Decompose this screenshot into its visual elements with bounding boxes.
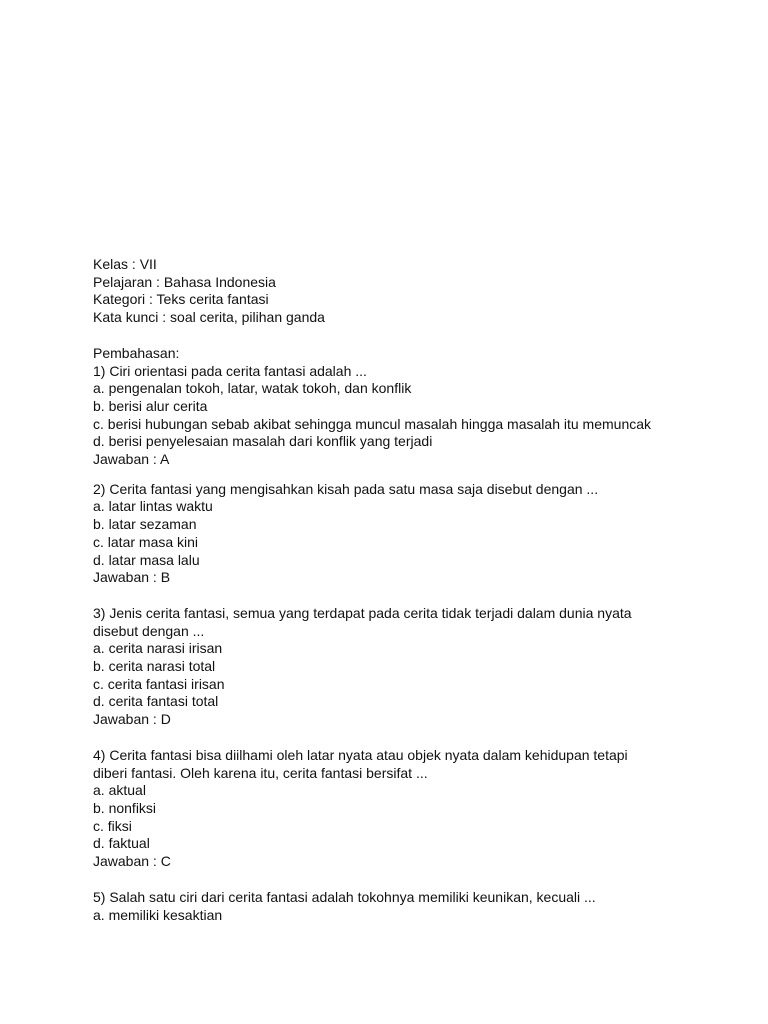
answer: Jawaban : D: [93, 711, 171, 728]
option-a: a. latar lintas waktu: [93, 498, 213, 515]
meta-block: [93, 256, 733, 327]
spacer: [93, 469, 733, 481]
option-a: a. aktual: [93, 782, 146, 799]
question-4: [93, 747, 733, 871]
option-a: a. cerita narasi irisan: [93, 640, 223, 657]
question-1: [93, 363, 733, 469]
option-c: c. latar masa kini: [93, 533, 199, 550]
answer: Jawaban : A: [93, 451, 170, 468]
answer: Jawaban : C: [93, 853, 171, 870]
option-b: b. nonfiksi: [93, 799, 157, 816]
option-b: b. cerita narasi total: [93, 658, 216, 675]
meta-kategori: Kategori : Teks cerita fantasi: [93, 291, 269, 308]
spacer: [93, 327, 733, 345]
option-c: c. berisi hubungan sebab akibat sehingga muncul masalah hingga masalah itu memuncak: [93, 415, 652, 432]
answer: Jawaban : B: [93, 569, 171, 586]
option-d: d. berisi penyelesaian masalah dari konflik yang terjadi: [93, 433, 433, 450]
option-a: a. pengenalan tokoh, latar, watak tokoh, dan konflik: [93, 380, 412, 397]
spacer: [93, 587, 733, 605]
meta-pelajaran: Pelajaran : Bahasa Indonesia: [93, 273, 276, 290]
question-text: 5) Salah satu ciri dari cerita fantasi adalah tokohnya memiliki keunikan, kecuali ...: [93, 888, 596, 905]
meta-kata-kunci: Kata kunci : soal cerita, pilihan ganda: [93, 309, 325, 326]
pembahasan-heading: Pembahasan:: [93, 344, 180, 361]
question-3: [93, 605, 733, 729]
option-d: d. cerita fantasi total: [93, 693, 219, 710]
question-text: 3) Jenis cerita fantasi, semua yang terdapat pada cerita tidak terjadi dalam dunia nyata: [93, 604, 632, 621]
spacer: [93, 729, 733, 747]
question-text: 4) Cerita fantasi bisa diilhami oleh latar nyata atau objek nyata dalam kehidupan tetapi: [93, 746, 628, 763]
question-text-cont: disebut dengan ...: [93, 622, 205, 639]
document-content: [93, 256, 733, 924]
option-b: b. berisi alur cerita: [93, 397, 208, 414]
option-d: d. faktual: [93, 835, 150, 852]
option-b: b. latar sezaman: [93, 516, 197, 533]
option-c: c. cerita fantasi irisan: [93, 675, 225, 692]
spacer: [93, 871, 733, 889]
question-2: [93, 481, 733, 587]
question-text-cont: diberi fantasi. Oleh karena itu, cerita fantasi bersifat ...: [93, 764, 428, 781]
meta-kelas: Kelas : VII: [93, 256, 157, 272]
question-text: 2) Cerita fantasi yang mengisahkan kisah pada satu masa saja disebut dengan ...: [93, 480, 599, 497]
question-text: 1) Ciri orientasi pada cerita fantasi adalah ...: [93, 362, 367, 379]
option-c: c. fiksi: [93, 817, 132, 834]
question-5: [93, 889, 733, 924]
option-a: a. memiliki kesaktian: [93, 906, 223, 923]
option-d: d. latar masa lalu: [93, 551, 200, 568]
